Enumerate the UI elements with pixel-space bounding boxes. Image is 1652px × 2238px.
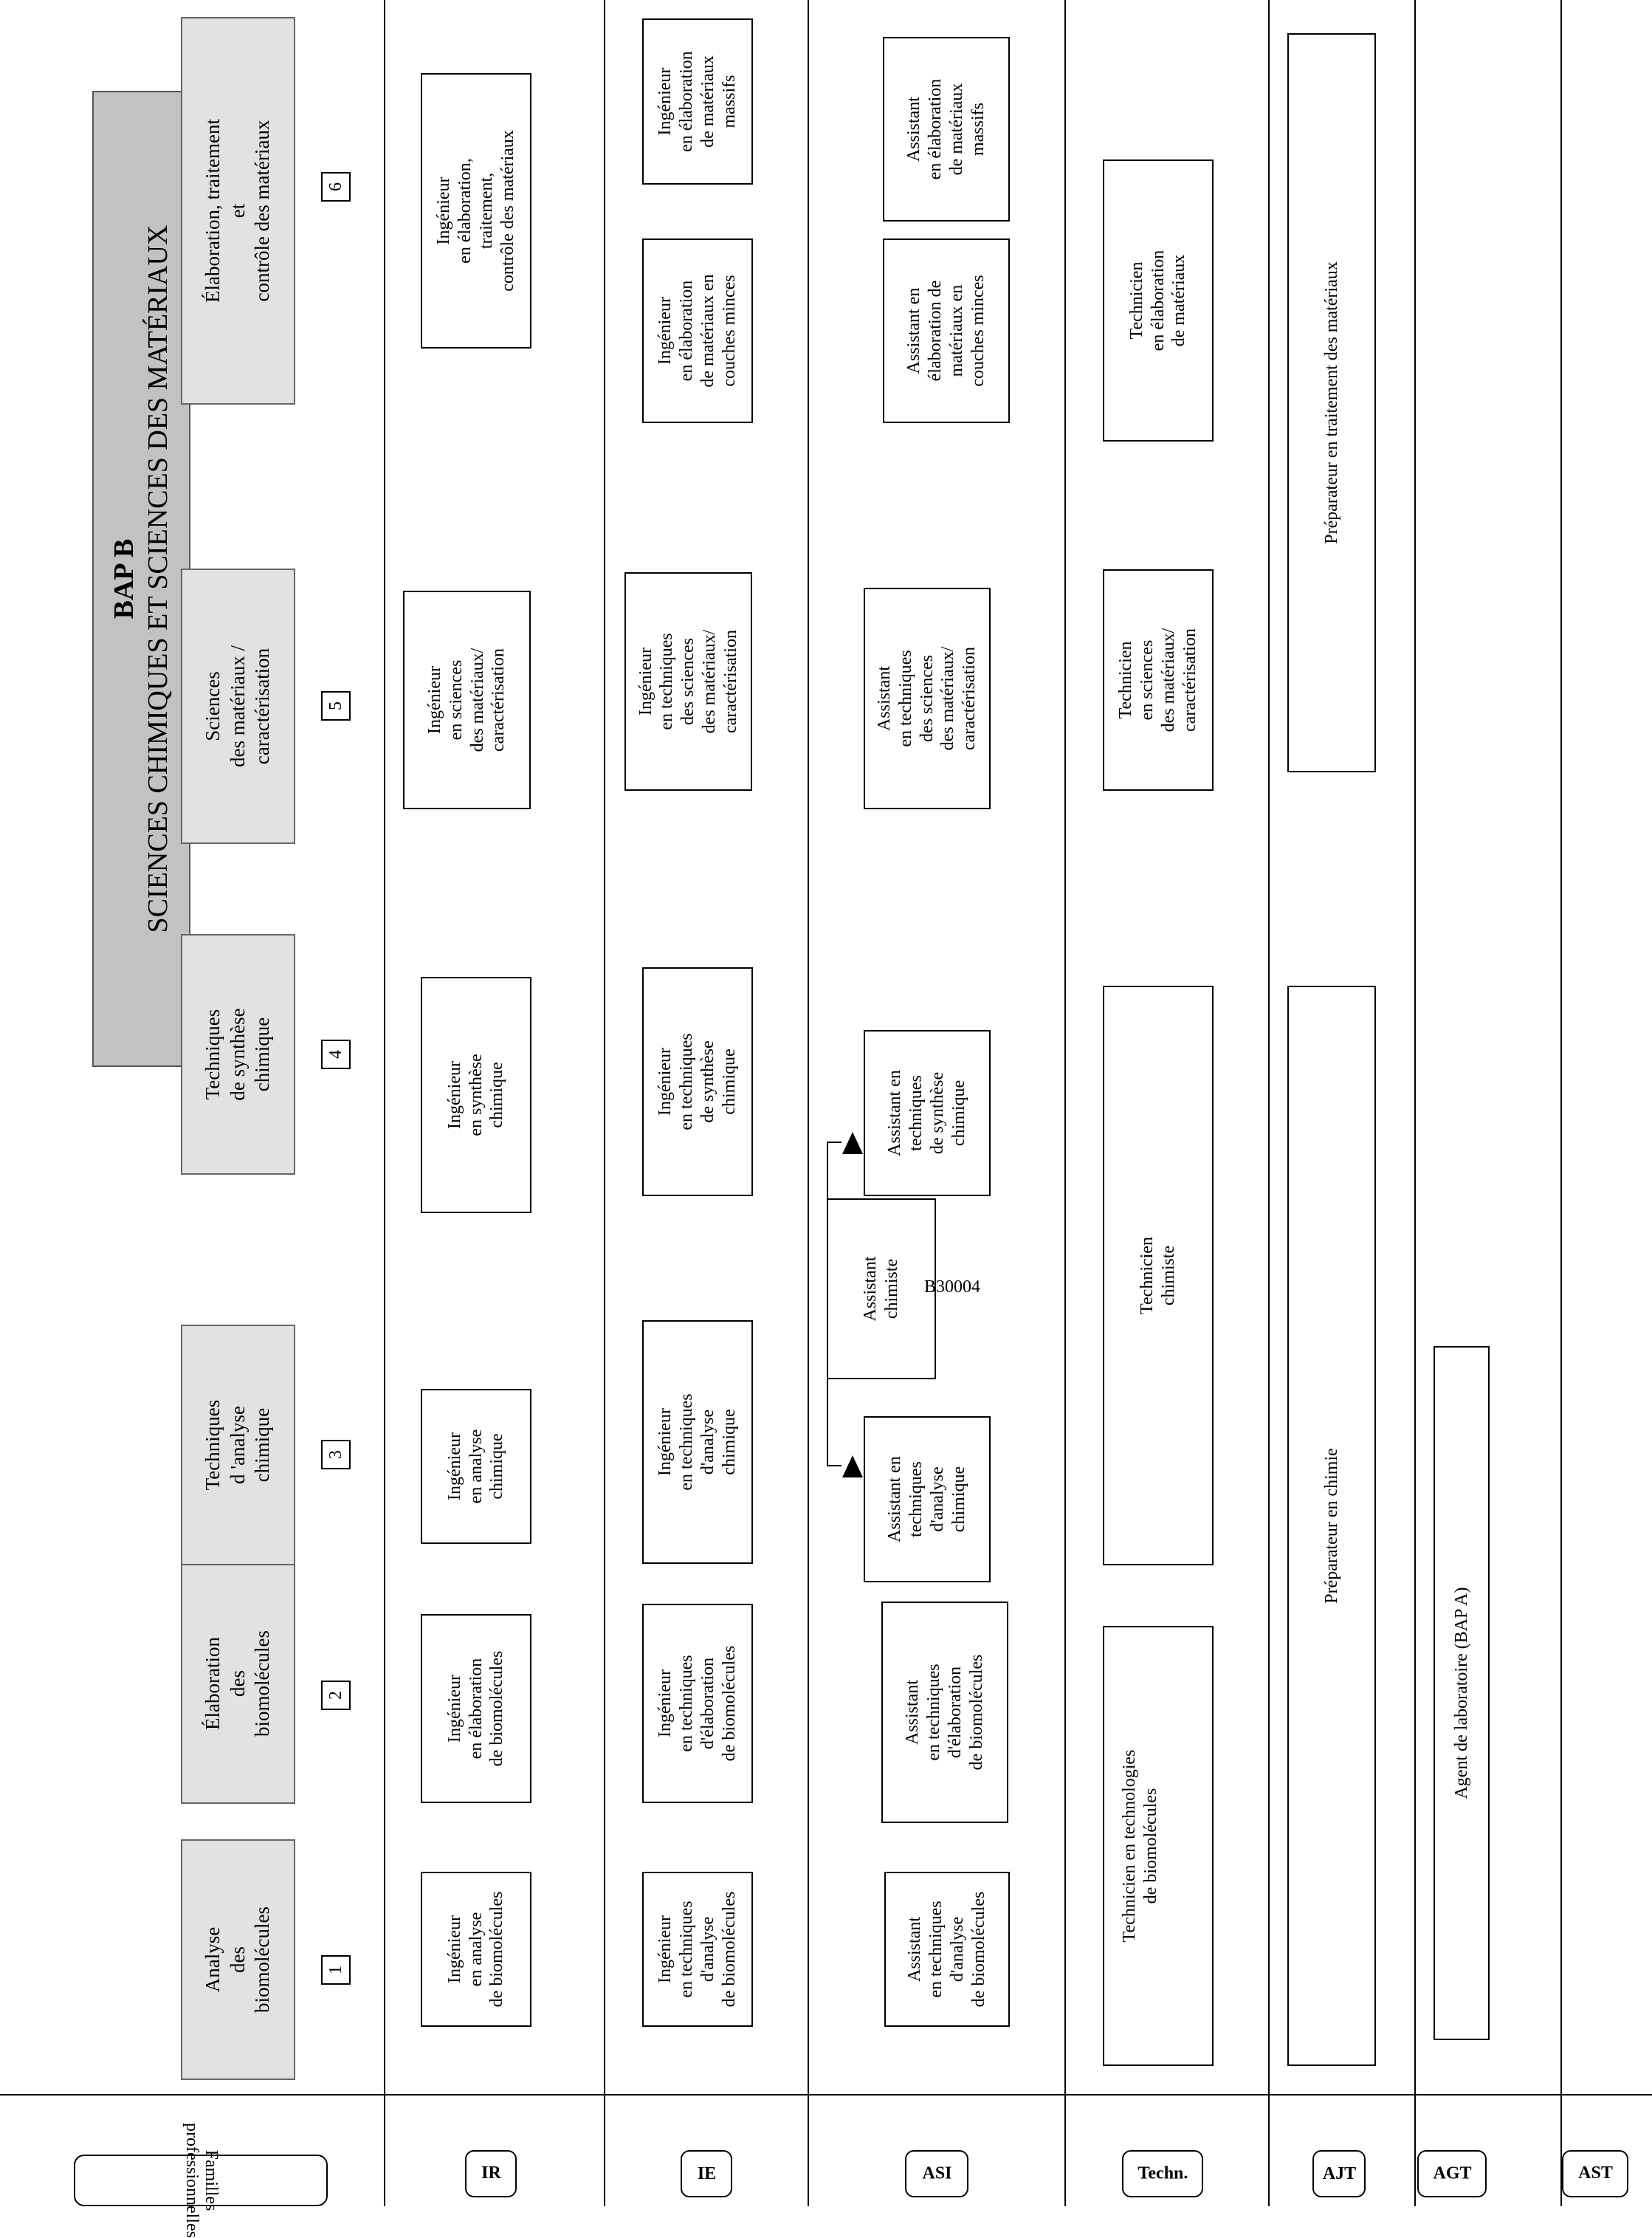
row-label-ir	[465, 2150, 517, 2197]
row-separator	[384, 0, 385, 2206]
row-separator	[1560, 0, 1562, 2206]
ir-job-box: Ingénieur en élaboration, traitement, contrôle des matériaux	[421, 73, 531, 349]
column-header-1: Analyse des biomolécules	[181, 1839, 295, 2080]
bap-title: BAP B	[108, 538, 140, 619]
asi-job-box: Assistant en techniques des sciences des matériaux/ caractérisation	[864, 588, 991, 809]
row-separator	[808, 0, 809, 2206]
row-label-text: AST	[1577, 2163, 1613, 2183]
column-header-6: Élaboration, traitement et contrôle des matériaux	[181, 17, 295, 405]
ie-job-box: Ingénieur en techniques d'analyse chimique	[642, 1320, 753, 1564]
ie-job-box: Ingénieur en élaboration de matériaux en couches minces	[642, 238, 753, 423]
row-label-ajt	[1312, 2150, 1366, 2197]
bap-title-banner	[92, 91, 190, 1067]
techn-job-box: Technicien en sciences des matériaux/ caractérisation	[1103, 569, 1214, 791]
row-label-ast	[1562, 2150, 1628, 2197]
label-separator	[0, 2094, 1652, 2095]
column-number-3: 3	[321, 1440, 351, 1469]
row-label-text: Techn.	[1138, 2163, 1188, 2183]
ie-job-box: Ingénieur en techniques de synthèse chimique	[642, 967, 753, 1196]
column-number-2: 2	[321, 1681, 351, 1710]
column-number-5: 5	[321, 691, 351, 721]
bap-subtitle: SCIENCES CHIMIQUES ET SCIENCES DES MATÉRIAUX	[142, 224, 173, 933]
column-number-4: 4	[321, 1040, 351, 1069]
asi-code: B30004	[923, 1277, 980, 1297]
column-header-5: Sciences des matériaux / caractérisation	[181, 569, 295, 844]
asi-job-box: Assistant en techniques d'élaboration de biomolécules	[881, 1602, 1008, 1823]
ir-job-box: Ingénieur en élaboration de biomolécules	[421, 1614, 531, 1803]
asi-connector	[827, 1142, 828, 1466]
row-label-ie	[681, 2150, 732, 2197]
agt-job-box: Agent de laboratoire (BAP A)	[1434, 1346, 1490, 2040]
asi-arrow-left	[842, 1455, 863, 1477]
techn-job-box: Technicien en élaboration de matériaux	[1103, 159, 1214, 442]
row-label-text: ASI	[921, 2163, 952, 2183]
column-number-1: 1	[321, 1955, 351, 1985]
asi-job-box: Assistant en élaboration de matériaux en couches minces	[883, 238, 1010, 423]
asi-connector	[827, 1142, 842, 1143]
ir-job-box: Ingénieur en analyse chimique	[421, 1389, 531, 1544]
column-header-3: Techniques d 'analyse chimique	[181, 1325, 295, 1565]
asi-job-box: Assistant chimiste	[827, 1198, 936, 1379]
row-label-text: AGT	[1432, 2163, 1472, 2183]
families-label-box	[74, 2123, 328, 2238]
row-label-text: IE	[697, 2163, 716, 2183]
column-header-4: Techniques de synthèse chimique	[181, 934, 295, 1175]
row-separator	[604, 0, 605, 2206]
techn-job-box: Technicien chimiste	[1103, 986, 1214, 1565]
row-label-text: AJT	[1322, 2163, 1356, 2183]
families-label: Familles professionnelles	[182, 2123, 221, 2238]
techn-job-box: Technicien en technologies de biomolécules	[1103, 1626, 1214, 2066]
row-label-asi	[905, 2150, 968, 2197]
asi-job-box: Assistant en techniques d'analyse de biomolécules	[884, 1872, 1010, 2027]
row-label-techn	[1122, 2150, 1203, 2197]
row-label-text: IR	[481, 2163, 501, 2183]
ie-job-box: Ingénieur en techniques d'analyse de biomolécules	[642, 1872, 753, 2027]
row-separator	[1064, 0, 1066, 2206]
asi-arrow-right	[842, 1132, 863, 1154]
asi-connector	[827, 1465, 842, 1466]
ajt-job-box: Préparateur en chimie	[1287, 986, 1376, 2066]
ie-job-box: Ingénieur en techniques des sciences des matériaux/ caractérisation	[624, 572, 752, 791]
row-separator	[1414, 0, 1416, 2206]
ir-job-box: Ingénieur en synthèse chimique	[421, 977, 531, 1213]
ir-job-box: Ingénieur en sciences des matériaux/ caractérisation	[403, 591, 531, 809]
ie-job-box: Ingénieur en techniques d'élaboration de biomolécules	[642, 1604, 753, 1803]
ajt-job-box: Préparateur en traitement des matériaux	[1287, 33, 1376, 772]
asi-job-box: Assistant en techniques d'analyse chimique	[864, 1416, 991, 1582]
column-header-2: Élaboration des biomolécules	[181, 1563, 295, 1804]
ie-job-box: Ingénieur en élaboration de matériaux massifs	[642, 18, 753, 185]
ir-job-box: Ingénieur en analyse de biomolécules	[421, 1872, 531, 2027]
row-separator	[1268, 0, 1270, 2206]
column-number-6: 6	[321, 172, 351, 202]
asi-job-box: Assistant en techniques de synthèse chimique	[864, 1030, 991, 1196]
row-label-agt	[1417, 2150, 1487, 2197]
asi-job-box: Assistant en élaboration de matériaux massifs	[883, 37, 1010, 222]
